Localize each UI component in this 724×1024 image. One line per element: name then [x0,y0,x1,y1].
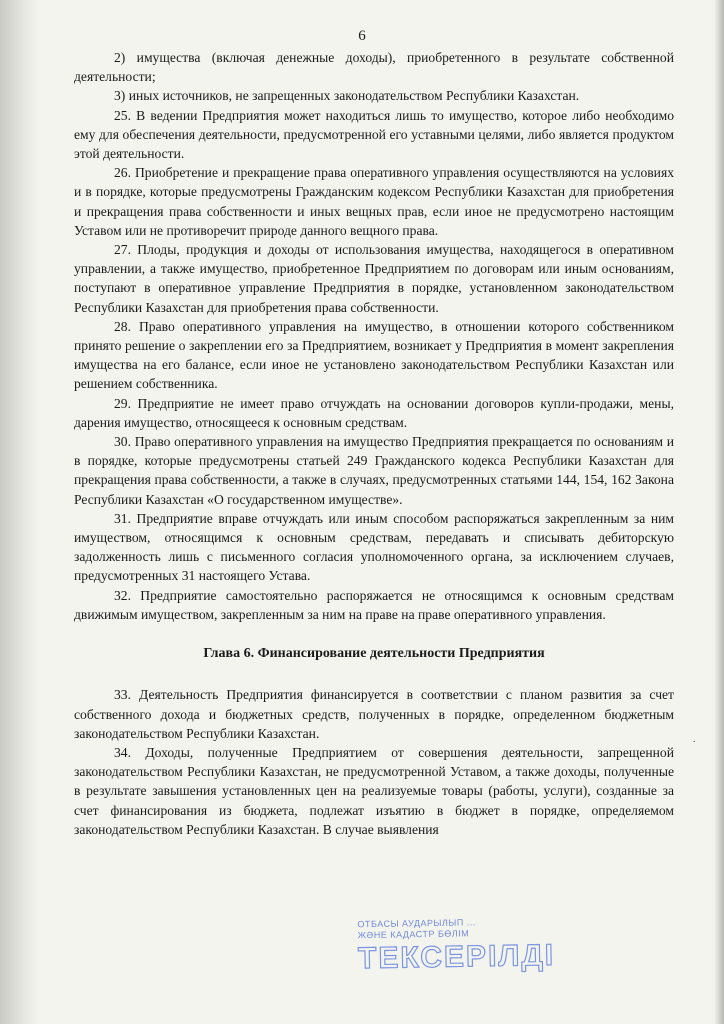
stamp-title: ТЕКСЕРІЛДІ [357,938,556,976]
paragraph: 30. Право оперативного управления на имущество Предприятия прекращается по основаниям и в порядке, которые предусмотрены статьей 249 Гражданского кодекса Республики Казахстан для прекращения права собственности, а также в случаях, предусмотренных статьями 144, 154, 162 Закона Республики Казахстан «О государственном имуществе». [74,434,674,507]
paragraph: 3) иных источников, не запрещенных законодательством Республики Казахстан. [114,88,580,104]
paragraph: 25. В ведении Предприятия может находиться лишь то имущество, которое либо необходимо ему для обеспечения деятельности, предусмотренной его уставными целями, либо является продуктом этой деятельности. [74,107,674,162]
paragraph: 29. Предприятие не имеет право отчуждать на основании договоров купли-продажи, мены, дарения имущество, относящееся к основным средствам. [74,395,674,430]
verification-stamp [357,917,556,988]
paragraph: 2) имущества (включая денежные доходы), приобретенного в результате собственной деятельности; [74,50,674,85]
chapter-heading: Глава 6. Финансирование деятельности Предприятия [203,646,545,662]
paragraph: 33. Деятельность Предприятия финансируется в соответствии с планом развития за счет собственного дохода и бюджетных средств, полученных в порядке, определенном бюджетным законодательством Республики Казахстан. [74,687,674,741]
scan-shadow-left [0,0,40,1024]
paragraph: 31. Предприятие вправе отчуждать или иным способом распоряжаться закрепленным за ним имуществом, относящимся к основным средствам, передавать и списывать дебиторскую задолженность лишь с письменного согласия уполномоченного органа, за исключением случаев, предусмотренных 31 настоящего Устава. [74,510,674,584]
document-body [74,48,674,839]
paragraph: 34. Доходы, полученные Предприятием от совершения деятельности, запрещенной законодательством Республики Казахстан, не предусмотренной Уставом, а также доходы, полученные в результате завышения установленных цен на реализуемые товары (работы, услуги), созданные за счет финансирования из бюджета, подлежат изъятию в бюджет в порядке, определяемом законодательством Республики Казахстан. В случае выявления [74,744,674,837]
paragraph: 28. Право оперативного управления на имущество, в отношении которого собственником принято решение о закреплении его за Предприятием, возникает у Предприятия в момент закрепления имущества на его балансе, если иное не установлено законодательством Республики Казахстан или решением собственника. [74,318,674,392]
stamp-line: ЖӘНЕ КАДАСТР БӨЛІМ [357,928,470,941]
paragraph: 26. Приобретение и прекращение права оперативного управления осуществляются на условиях и в порядке, которые предусмотрены Гражданским кодексом Республики Казахстан для приобретения и прекращения права собственности и иных вещных прав, если иное не предусмотрено настоящим Уставом или не противоречит природе данного вещного права. [74,165,674,238]
page-number: 6 [358,28,366,44]
paragraph: 27. Плоды, продукция и доходы от использования имущества, находящегося в оперативном управлении, а также имущество, приобретенное Предприятием по договорам или иным основаниям, поступают в оперативное управление Предприятия в порядке, установленном законодательством Республики Казахстан для приобретения права собственности. [74,242,674,315]
scan-speck: · [692,736,696,748]
paragraph: 32. Предприятие самостоятельно распоряжается не относящимся к основным средствам движимым имуществом, закрепленным за ним на праве на праве оперативного управления. [74,587,674,622]
stamp-line: ОТБАСЫ АУДАРЫЛЫП ... [357,917,476,930]
scan-shadow-right [714,0,724,1024]
